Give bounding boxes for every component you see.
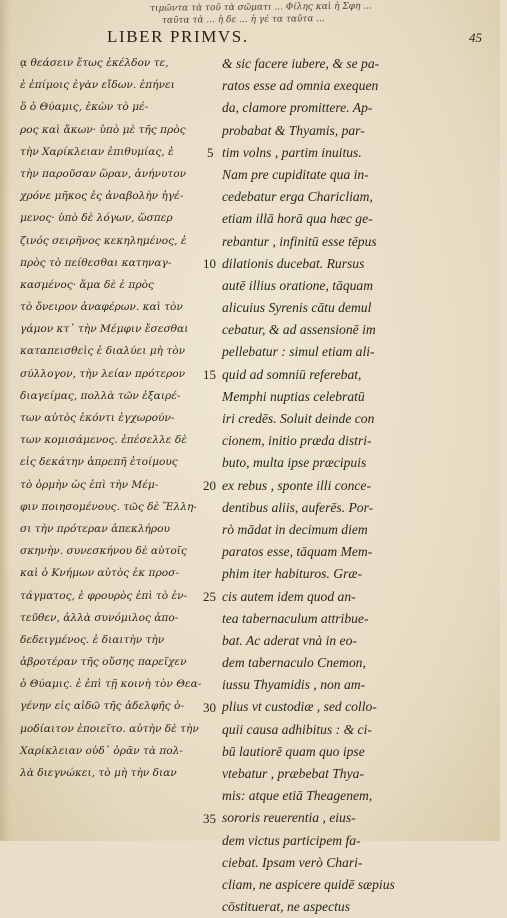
bottom-margin xyxy=(0,730,500,841)
handwritten-annotation-line-1: τιμῶντα τὰ τοῦ τὰ σῶματι ... Φίλης καὶ ἡ Σφη ... xyxy=(149,1,372,14)
greek-text-line: τάγματος, ἐ φρουρὸς ἐπὶ τὸ ἐν- xyxy=(20,589,188,602)
greek-text-line: γάμον κτ᾽ τὴν Μέμφιν ἔσεσθαι xyxy=(20,323,189,336)
latin-text-line: bū lautiorē quam quo ipse xyxy=(222,743,365,759)
greek-text-line: εἰς δεκάτην ἀπρεπῆ ἑτοίμους xyxy=(20,456,178,469)
latin-text-line: tim volns , partim inuitus. xyxy=(222,144,362,160)
latin-text-line: ciebat. Ipsam verò Chari- xyxy=(222,854,363,870)
greek-text-line: λὰ διεγνώκει, τὸ μὴ τὴν διαν xyxy=(20,767,177,779)
greek-text-line: μοδίαιτον ἐποιεῖτο. αὐτὴν δὲ τὴν xyxy=(20,722,199,735)
latin-text-line: cliam, ne aspicere quidē sæpius xyxy=(222,876,395,892)
greek-text-line: ὅ ὁ Θύαμις, ἐκὼν τὸ μέ- xyxy=(20,101,149,114)
latin-text-line: iri credēs. Soluit deinde con xyxy=(222,411,375,426)
latin-text-line: pellebatur : simul etiam ali- xyxy=(222,344,375,360)
latin-text-line: vtebatur , præbebat Thya- xyxy=(222,766,364,781)
latin-text-line: etiam illā horā qua hæc ge- xyxy=(222,211,373,227)
latin-text-line: quii causa adhibitus : & ci- xyxy=(222,721,372,737)
greek-text-line: των αὐτὸς ἑκόντι ἐγχωρούν- xyxy=(20,412,175,424)
latin-text-line: cis autem idem quod an- xyxy=(222,588,356,604)
greek-text-line: πρὸς τὸ πείθεσθαι κατηναγ- xyxy=(20,256,172,269)
latin-text-line: dem tabernaculo Cnemon, xyxy=(222,655,366,671)
greek-text-line: Χαρίκλειαν οὐδ᾽ ὁρᾶν τὰ πολ- xyxy=(20,744,183,757)
line-number: 15 xyxy=(203,366,216,382)
latin-text-line: bat. Ac aderat vnà in eo- xyxy=(222,632,357,648)
greek-text-column xyxy=(20,52,210,784)
line-number: 35 xyxy=(203,810,216,826)
line-number: 10 xyxy=(203,255,216,271)
latin-text-line: Nam pre cupiditate qua in- xyxy=(222,166,369,182)
latin-text-line: alicuius Syrenis cātu demul xyxy=(222,300,372,316)
latin-text-line: cionem, initio præda distri- xyxy=(222,433,372,449)
greek-text-line: ἁβροτέραν τῆς οὔσης παρεῖχεν xyxy=(20,656,187,669)
latin-text-line: cebatur, & ad assensionē im xyxy=(222,322,376,338)
greek-text-line: ἐ ἐπίμοις ἐγὰν εἴδων. ἐπήνει xyxy=(20,79,175,92)
greek-text-line: μενος· ὑπὸ δὲ λόγων, ὥσπερ xyxy=(20,212,173,225)
greek-text-line: δεδειγμένος. ἐ διαιτὴν τὴν xyxy=(20,633,165,646)
latin-text-line: dem victus participem fa- xyxy=(222,832,361,848)
latin-text-line: dentibus aliis, auferēs. Por- xyxy=(222,499,374,515)
greek-text-line: φιν ποιησομένους. τῶς δὲ Ἕλλη- xyxy=(20,500,197,513)
latin-text-line: ex rebus , sponte illi conce- xyxy=(222,477,371,493)
greek-text-line: τὸ ὄνειρον ἀναφέρων. καὶ τὸν xyxy=(20,301,183,314)
greek-text-line: διαγείμας, πολλὰ τῶν ἐξαιρέ- xyxy=(20,389,181,402)
page-gutter-shadow xyxy=(0,0,10,841)
greek-text-line: ρος καὶ ἄκων· ὑπὸ μὲ τῆς πρὸς xyxy=(20,123,186,136)
greek-text-line: ζινός σειρῆνος κεκηλημένος, ἐ xyxy=(20,234,187,247)
greek-text-line: καταπεισθεὶς ἐ διαλύει μὴ τὸν xyxy=(20,345,186,358)
latin-text-line: plius vt custodiæ , sed collo- xyxy=(222,699,377,715)
latin-text-line: tea tabernaculum attribue- xyxy=(222,610,369,626)
greek-text-line: τὴν παροῦσαν ὥραν, ἀνήνυτον xyxy=(20,167,187,180)
running-header-title: LIBER PRIMVS. xyxy=(107,27,249,46)
latin-text-line: probabat & Thyamis, par- xyxy=(222,122,365,138)
greek-text-line: σύλλογον, τὴν λείαν πρότερον xyxy=(20,367,186,380)
latin-text-line: da, clamore promittere. Ap- xyxy=(222,100,373,116)
greek-text-line: χρόνε μῆκος ἐς ἀναβολὴν ἡγέ- xyxy=(20,190,184,203)
latin-text-line: rebantur , infinitū esse tēpus xyxy=(222,233,377,249)
page-number: 45 xyxy=(469,30,482,45)
latin-text-line: quid ad somniū referebat, xyxy=(222,366,362,382)
greek-text-line: τεῦθεν, ἀλλὰ συνόμιλος ἀπο- xyxy=(20,611,179,624)
greek-text-line: κασμένος· ἅμα δὲ ἐ πρὸς xyxy=(20,278,154,291)
latin-text-line: & sic facere iubere, & se pa- xyxy=(222,56,380,71)
latin-text-line: iussu Thyamidis , non am- xyxy=(222,677,366,693)
line-number: 30 xyxy=(203,699,216,715)
latin-text-line: phim iter habituros. Græ- xyxy=(222,566,362,582)
greek-text-line: των κομισάμενος. ἐπέσελλε δὲ xyxy=(20,434,187,447)
latin-text-line: autē illius oratione, tāquam xyxy=(222,277,374,293)
latin-text-line: paratos esse, tāquam Mem- xyxy=(222,544,373,560)
latin-text-line: rò mādat in decimum diem xyxy=(222,521,368,537)
greek-text-line: καὶ ὁ Κνήμων αὐτὸς ἐκ προσ- xyxy=(20,567,179,580)
line-number: 20 xyxy=(203,477,216,493)
greek-text-line: σι τὴν πρότεραν ἀπεκλήρου xyxy=(20,522,170,535)
latin-text-line: sororis reuerentia , eius- xyxy=(222,810,356,826)
line-number: 5 xyxy=(207,144,214,160)
latin-text-line: cedebatur erga Charicliam, xyxy=(222,189,373,205)
latin-text-line: cōstituerat, ne aspectus xyxy=(222,899,350,915)
line-number: 25 xyxy=(203,588,216,604)
latin-text-line: Memphi nuptias celebratū xyxy=(222,388,365,404)
latin-text-line: dilationis ducebat. Rursus xyxy=(222,255,365,271)
latin-text-line: ratos esse ad omnia exequen xyxy=(222,78,379,94)
greek-text-line: ᾳ θεάσειν ἔτως ἐκέλδον τε, xyxy=(20,57,169,69)
greek-text-line: σκηνὴν. συνεσκήνου δὲ αὐτοῖς xyxy=(20,545,187,558)
greek-text-line: γένην εἰς αἰδῶ τῆς ἀδελφῆς ὁ- xyxy=(20,700,184,713)
handwritten-annotation-line-2: ταῦτα τὰ ... ἡ δε ... ἡ γέ τα ταῦτα ... xyxy=(161,14,325,26)
latin-text-line: mis: atque etiā Theagenem, xyxy=(222,788,373,804)
greek-text-line: ὁ Θύαμις. ἐ ἐπὶ τῇ κοινὴ τὸν Θεα- xyxy=(20,678,202,691)
greek-text-line: τὸ ὁρμὴν ὡς ἐπὶ τὴν Μέμ- xyxy=(20,478,159,491)
latin-text-line: buto, multa ipse præcipuis xyxy=(222,455,367,471)
greek-text-line: τὴν Χαρίκλειαν ἐπιθυμίας, ἐ xyxy=(20,145,174,158)
